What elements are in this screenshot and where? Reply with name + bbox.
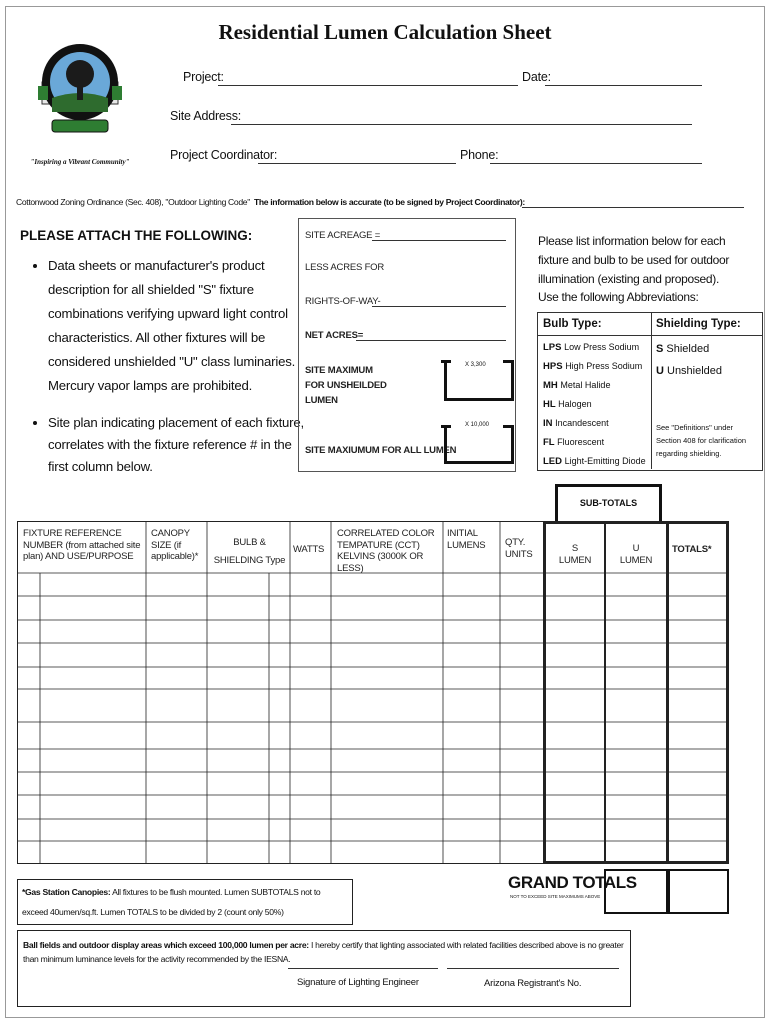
bulb-type-code: FL bbox=[543, 437, 558, 448]
shield-type-item bbox=[656, 360, 760, 382]
max-all-bracket-right bbox=[503, 425, 513, 428]
gas-station-label: *Gas Station Canopies: bbox=[22, 887, 111, 897]
bulb-type-item bbox=[543, 338, 651, 357]
gas-station-text: All fixtures to be flush mounted. Lumen SUBTOTALS not to exceed 40umen/sq.ft. Lumen TOTALS to be divided by 2 (count only 50%) bbox=[22, 887, 321, 917]
col-header-fixture: FIXTURE REFERENCE NUMBER (from attached site plan) AND USE/PURPOSE bbox=[23, 528, 141, 562]
phone-field[interactable] bbox=[490, 163, 702, 164]
bulb-type-item bbox=[543, 433, 651, 452]
page-title: Residential Lumen Calculation Sheet bbox=[218, 20, 552, 44]
site-acreage-label: SITE ACREAGE = bbox=[305, 230, 381, 241]
attach-bullet-site-plan: • Site plan indicating placement of each fixture, correlates with the fixture reference # in the first column below. bbox=[48, 412, 310, 478]
shield-type-code: U bbox=[656, 365, 667, 377]
attach-bullet-datasheets: • Data sheets or manufacturer's product description for all shielded "S" fixture combinations verifying upward light control characteristics. All other fixtures will be considered unshielded "U" class luminaries. Mercury vapor lamps are prohibited. bbox=[48, 254, 310, 398]
max-all-bracket-left bbox=[441, 425, 451, 428]
bulb-type-item bbox=[543, 452, 651, 471]
max-unshielded-bracket-left bbox=[441, 360, 451, 363]
rights-of-way-field[interactable] bbox=[372, 306, 506, 307]
col-header-s-sub: LUMEN bbox=[558, 554, 592, 566]
city-seal-logo bbox=[30, 28, 130, 146]
engineer-signature-field[interactable] bbox=[288, 968, 438, 969]
max-unshielded-line-3: LUMEN bbox=[305, 395, 338, 406]
bulb-type-name: Fluorescent bbox=[557, 437, 605, 447]
certification-text bbox=[23, 938, 627, 966]
net-acres-field[interactable] bbox=[356, 340, 506, 341]
coordinator-field[interactable] bbox=[258, 163, 456, 164]
bulb-type-name: Low Press Sodium bbox=[564, 342, 640, 352]
attach-heading: PLEASE ATTACH THE FOLLOWING: bbox=[20, 228, 253, 243]
site-acreage-field[interactable] bbox=[372, 240, 506, 241]
engineer-signature-label: Signature of Lighting Engineer bbox=[297, 977, 419, 988]
bulb-type-name: Light-Emitting Diode bbox=[564, 456, 646, 466]
bulb-type-name: Metal Halide bbox=[560, 380, 611, 390]
coordinator-signature-field[interactable] bbox=[522, 207, 744, 208]
col-header-s: S bbox=[571, 543, 579, 554]
abbreviations-intro: Use the following Abbreviations: bbox=[538, 290, 699, 304]
bulb-type-code: HPS bbox=[543, 361, 566, 372]
bulb-type-name: High Press Sodium bbox=[565, 361, 643, 371]
shield-type-code: S bbox=[656, 343, 667, 355]
col-header-qty: QTY. UNITS bbox=[505, 537, 533, 560]
instructions-text: Please list information below for each fixture and bulb to be used for outdoor illumination (existing and proposed). bbox=[538, 234, 730, 286]
date-field[interactable] bbox=[545, 85, 702, 86]
shield-type-name: Shielded bbox=[666, 343, 710, 355]
bulb-type-item bbox=[543, 357, 651, 376]
bulb-type-name: Halogen bbox=[558, 399, 592, 409]
max-all-multiplier: X 10,000 bbox=[465, 422, 490, 428]
phone-label: Phone: bbox=[460, 148, 499, 162]
registrant-number-field[interactable] bbox=[447, 968, 619, 969]
ordinance-reference: Cottonwood Zoning Ordinance (Sec. 408), "Outdoor Lighting Code" bbox=[16, 197, 250, 207]
col-header-u-lumen bbox=[607, 543, 665, 566]
ball-fields-text: I hereby certify that lighting associated with related facilities described above is no greater than minimum luminance levels for the activity recommended by the IESNA. bbox=[23, 940, 624, 964]
definitions-note: See "Definitions" under Section 408 for clarification regarding shielding. bbox=[656, 423, 747, 458]
max-all-label: SITE MAXIUMUM FOR ALL LUMEN bbox=[305, 445, 457, 456]
col-header-bulb: BULB & SHIELDING Type bbox=[213, 537, 286, 566]
col-header-watts: WATTS bbox=[293, 544, 325, 555]
max-unshielded-line-2: FOR UNSHEILDED bbox=[305, 380, 387, 391]
grand-totals-label: GRAND TOTALS bbox=[508, 873, 637, 892]
col-header-canopy: CANOPY SIZE (if applicable)* bbox=[151, 528, 199, 562]
max-unshielded-bracket-right bbox=[503, 360, 513, 363]
col-header-u: U bbox=[632, 543, 640, 554]
max-all-entry-box[interactable] bbox=[444, 425, 514, 464]
bulb-type-item bbox=[543, 414, 651, 433]
registrant-label: Arizona Registrant's No. bbox=[484, 978, 582, 989]
attach-bullet-list bbox=[8, 254, 310, 492]
grand-total-s-box[interactable] bbox=[604, 869, 668, 914]
less-acres-label: LESS ACRES FOR bbox=[305, 262, 385, 273]
coordinator-label: Project Coordinator: bbox=[170, 148, 278, 162]
subtotals-label: SUB-TOTALS bbox=[579, 498, 638, 508]
shield-type-name: Unshielded bbox=[667, 365, 723, 377]
bulb-type-code: IN bbox=[543, 418, 556, 429]
max-unshielded-label bbox=[305, 363, 387, 408]
col-header-s-lumen bbox=[546, 543, 604, 566]
max-unshielded-multiplier: X 3,300 bbox=[465, 362, 486, 368]
grand-total-u-box[interactable] bbox=[668, 869, 729, 914]
col-header-initial-lumens: INITIAL LUMENS bbox=[447, 528, 486, 551]
site-address-field[interactable] bbox=[231, 124, 692, 125]
col-header-u-sub: LUMEN bbox=[619, 554, 653, 566]
date-label: Date: bbox=[522, 70, 551, 84]
project-field[interactable] bbox=[218, 85, 518, 86]
bulb-type-name: Incandescent bbox=[555, 418, 609, 428]
abbreviations-header-rule bbox=[537, 335, 762, 336]
bulb-type-code: MH bbox=[543, 380, 561, 391]
max-unshielded-line-1: SITE MAXIMUM bbox=[305, 365, 373, 376]
site-address-label: Site Address: bbox=[170, 109, 242, 123]
bulb-type-code: LED bbox=[543, 456, 565, 467]
shield-type-item bbox=[656, 338, 760, 360]
bulb-type-item bbox=[543, 376, 651, 395]
bulb-type-code: LPS bbox=[543, 342, 565, 353]
shielding-type-heading: Shielding Type: bbox=[656, 318, 741, 330]
rights-of-way-label: RIGHTS-OF-WAY- bbox=[305, 296, 381, 307]
bulb-type-code: HL bbox=[543, 399, 559, 410]
bulb-type-list bbox=[543, 338, 651, 471]
net-acres-label: NET ACRES= bbox=[305, 330, 364, 341]
col-header-totals: TOTALS* bbox=[672, 544, 712, 555]
shield-type-list bbox=[656, 338, 760, 382]
ball-fields-label: Ball fields and outdoor display areas which exceed 100,000 lumen per acre: bbox=[23, 940, 309, 950]
gas-station-note bbox=[22, 882, 348, 922]
accuracy-statement: The information below is accurate (to be signed by Project Coordinator): bbox=[254, 197, 525, 207]
col-header-cct: CORRELATED COLOR TEMPATURE (CCT) KELVINS (3000K OR LESS) bbox=[337, 528, 435, 574]
logo-tagline: "Inspiring a Vibrant Community" bbox=[30, 158, 130, 166]
bulb-type-heading: Bulb Type: bbox=[543, 318, 602, 330]
bulb-type-item bbox=[543, 395, 651, 414]
project-label: Project: bbox=[183, 70, 224, 84]
grand-totals-note: NOT TO EXCEED SITE MAXIMUMS ABOVE bbox=[510, 894, 601, 899]
